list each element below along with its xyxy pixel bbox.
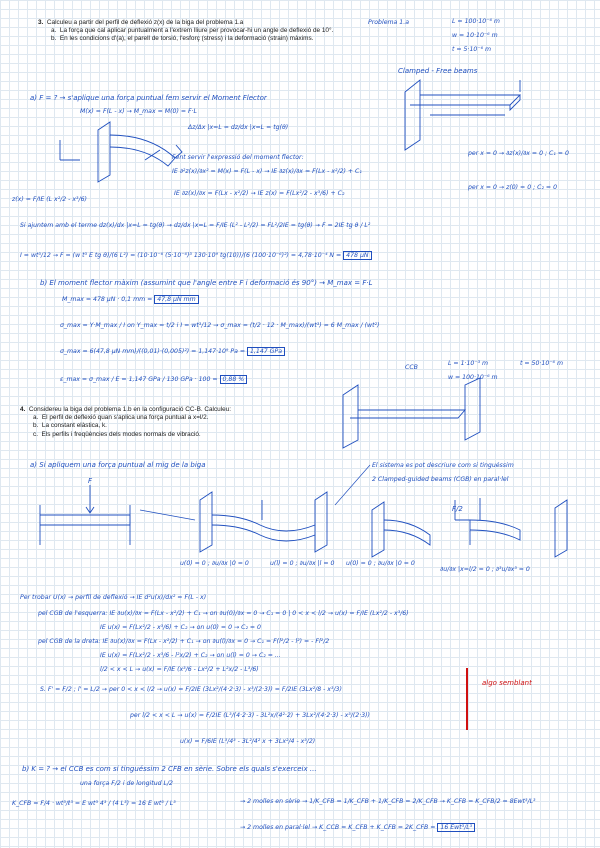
curved-beam-sketch bbox=[60, 122, 182, 182]
flector-eq: IE ∂²z(x)/∂x² = M(x) = F(L - x) → IE ∂z(x)/∂x = F(Lx - x²/2) + C₁ bbox=[172, 168, 362, 175]
p4b-intro2: una força F/2 i de longitud L/2 bbox=[80, 780, 173, 787]
ccb-label: CCB bbox=[405, 364, 418, 371]
problem-4-statement: 4. Considereu la biga del problema 1.b en la configuració CC-B. Calculeu: bbox=[20, 406, 232, 413]
problem-4-item-a: a. El perfil de deflexió quan s'aplica una força puntual a x=l/2. bbox=[33, 414, 209, 422]
arrow-lines bbox=[140, 465, 370, 520]
red-note: algo semblant bbox=[482, 679, 532, 687]
kfb-line: K_CFB = F/4 · wt³/ℓ³ = E wt³ 4³ / (4 L³) = 16 E wt³ / L³ bbox=[12, 800, 176, 807]
piece2: S. F' = F/2 ; l' = L/2 → per 0 < x < l/2 → u(x) = F/2IE (3Lx²/(4·2·3) - x³/(2·3)) = F/2IE (3Lx²/8 - x³/3) bbox=[40, 686, 342, 693]
ccb-L: L = 1·10⁻³ m bbox=[448, 360, 489, 367]
problem-3-item-a: a. La força que cal aplicar puntualment a l'extrem lliure per provocar-hi un angle de deflexió de 10°. bbox=[51, 27, 334, 35]
angle-eq: Δz/Δx |x=L = dz/dx |x=L = tg(θ) bbox=[188, 124, 289, 131]
given-w: w = 10·10⁻⁶ m bbox=[452, 32, 498, 39]
ccb-t: t = 50·10⁻⁶ m bbox=[520, 360, 563, 367]
problem-3-statement: 3. Calculeu a partir del perfil de deflexió z(x) de la biga del problema 1.a bbox=[38, 19, 244, 26]
bc-left: u(0) = 0 ; ∂u/∂x |0 = 0 bbox=[180, 560, 249, 567]
bc2: per x = 0 → z(0) = 0 ; C₂ = 0 bbox=[468, 184, 558, 191]
k-result: 16 Ewt³/L³ bbox=[437, 823, 475, 832]
piece3: per l/2 < x < L → u(x) = F/2IE (L³/(4·2·3) - 3L²x/(4²·2) + 3Lx²/(4·2·3) - x³/(2·3)) bbox=[130, 712, 370, 719]
bc1: per x = 0 → ∂z(x)/∂x = 0 ; C₁ = 0 bbox=[468, 150, 569, 157]
mmax-line: M_max = 478 µN · 0,1 mm = 47,8 µN mm bbox=[62, 296, 199, 303]
given-L: L = 100·10⁻⁶ m bbox=[452, 18, 500, 25]
zx-label: z(x) = F/IE (L x²/2 - x³/6) bbox=[12, 196, 87, 203]
bc-right: ∂u/∂x |x=l/2 = 0 ; ∂³u/∂x³ = 0 bbox=[440, 566, 530, 573]
problem-4-block bbox=[20, 406, 340, 439]
z-eq: IE ∂z(x)/∂x = F(Lx - x²/2) → IE z(x) = F(Lx²/2 - x³/6) + C₂ bbox=[174, 190, 345, 197]
p4a-system: El sistema es pot descriure com si tinguéssim bbox=[372, 462, 514, 469]
ccb-w: w = 100·10⁻⁶ m bbox=[448, 374, 498, 381]
force-label-f2: F/2 bbox=[452, 505, 463, 513]
problem-4-item-c: c. Els perfils i freqüències dels modes normals de vibració. bbox=[33, 430, 201, 438]
bc-mid: u(l) = 0 ; ∂u/∂x |l = 0 bbox=[270, 560, 335, 567]
bc-mid2: u(0) = 0 ; ∂u/∂x |0 = 0 bbox=[346, 560, 415, 567]
piece4: u(x) = F/6IE (L³/4³ - 3L²/4² x + 3Lx²/4 - x³/2) bbox=[180, 738, 316, 745]
problem-4-item-b: b. La constant elàstica, k. bbox=[33, 422, 107, 430]
force-line: I = wt³/12 → F = (w t³ E tg θ)/(6 L²) = (10·10⁻⁶ (5·10⁻⁶)³ 130·10⁹ tg(10))/(6 (100·10⁻⁶)²) = 4,78·10⁻⁴ N = 478 µN bbox=[20, 252, 372, 259]
ccb-beam-sketch bbox=[343, 378, 480, 448]
strain-result: 0,88 % bbox=[220, 375, 248, 384]
sigma-line: σ_max = Y·M_max / I on Y_max = t/2 i I = wt³/12 → σ_max = (t/2 · 12 · M_max)/(wt³) = 6 M_max / (wt²) bbox=[60, 322, 380, 329]
p4a-system2: 2 Clamped-guided beams (CGB) en paral·lel bbox=[372, 476, 509, 483]
strain-value: ε_max = σ_max / E = 1,147 GPa / 130 GPa · 100 = 0,88 % bbox=[60, 376, 247, 383]
moment-eq: M(x) = F(L - x) → M_max = M(0) = F·L bbox=[80, 108, 197, 115]
cgb-right2: IE u(x) = F(Lx²/2 - x³/6 - l²x/2) + C₂ → on u(l) = 0 → C₂ = ... bbox=[100, 652, 281, 659]
cgb-left2: IE u(x) = F(Lx²/2 - x³/6) + C₂ → on u(0) = 0 → C₂ = 0 bbox=[100, 624, 261, 631]
b-intro: b) El moment flector màxim (assumint que l'angle entre F i deformació és 90°) → M_max = F·L bbox=[40, 279, 373, 287]
parallel-line: → 2 molles en paral·lel → K_CCB = K_CFB + K_CFB = 2K_CFB = 16 Ewt³/L³ bbox=[240, 824, 475, 831]
series-line: → 2 molles en sèrie → 1/K_CFB = 1/K_CFB + 1/K_CFB = 2/K_CFB → K_CFB = K_CFB/2 = 8Ewt³/L³ bbox=[240, 798, 536, 805]
red-bracket bbox=[466, 668, 468, 730]
given-t: t = 5·10⁻⁶ m bbox=[452, 46, 492, 53]
a-intro: a) F = ? → s'aplique una força puntual fem servir el Moment Flector bbox=[30, 94, 267, 102]
cgb-left: pel CGB de l'esquerra: IE ∂u(x)/∂x = F(Lx - x²/2) + C₁ → on ∂u(0)/∂x = 0 → C₁ = 0 | 0 < x < l/2 → u(x) = F/IE (Lx²/2 - x³/6) bbox=[38, 610, 409, 617]
mmax-result: 47,8 µN mm bbox=[154, 295, 198, 304]
solve-intro: Per trobar U(x) → perfil de deflexió → IE d²u(x)/dx² = F(L - x) bbox=[20, 594, 207, 601]
slope-line: Si ajuntem amb el terme dz(x)/dx |x=L = tg(θ) → dz/dx |x=L = F/IE (L² - L²/2) = FL²/2IE = tg(θ) → F = 2IE tg θ / L² bbox=[20, 222, 371, 229]
deflected-ccb-sketch bbox=[200, 492, 327, 552]
force-result: 478 µN bbox=[343, 251, 371, 260]
two-cgb-sketch bbox=[372, 498, 567, 557]
sigma-value: σ_max = 6(47,8 µN mm)/((0,01)·(0,005)²) = 1,147·10⁹ Pa = 1,147 GPa bbox=[60, 348, 285, 355]
flector-note: Fent servir l'expressió del moment flector: bbox=[172, 154, 304, 161]
force-label-f: F bbox=[88, 477, 93, 485]
problem-3-item-b: b. En les condicions d'(a), el parell de torsió, l'esforç (stress) i la deformació (strain) màxims. bbox=[51, 35, 314, 43]
clamped-free-beam-sketch bbox=[405, 80, 520, 150]
cgb-right: pel CGB de la dreta: IE ∂u(x)/∂x = F(Lx - x²/2) + C₁ → on ∂u(l)/∂x = 0 → C₁ = F(l²/2 - l²) = - Fl²/2 bbox=[38, 638, 330, 645]
given-title: Problema 1.a bbox=[368, 19, 409, 26]
p4a-intro: a) Si apliquem una força puntual al mig de la biga bbox=[30, 461, 206, 469]
clamped-free-label: Clamped - Free beams bbox=[398, 67, 478, 75]
ccb-force-sketch bbox=[40, 485, 130, 545]
p4b-intro: b) K = ? → el CCB es com si tinguéssim 2 CFB en sèrie. Sobre els quals s'exerceix ... bbox=[22, 765, 317, 773]
piece1: l/2 < x < L → u(x) = F/IE (x³/6 - Lx²/2 + L²x/2 - L³/6) bbox=[100, 666, 259, 673]
sigma-result: 1,147 GPa bbox=[247, 347, 285, 356]
